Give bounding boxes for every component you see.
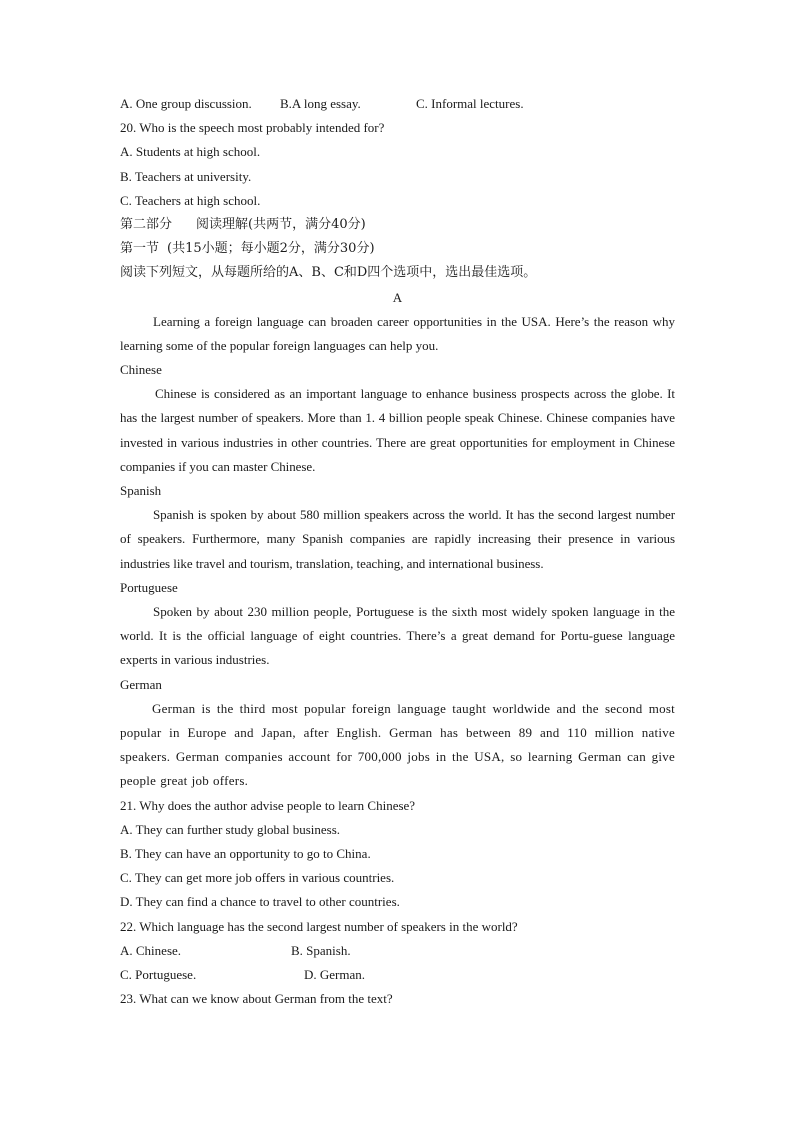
paragraph-portuguese: Spoken by about 230 million people, Portuguese is the sixth most widely spoken language in the world. It is the official language of eight countries. There’s a great demand for Portu-guese language experts in various industries. <box>120 604 675 668</box>
section-sub-heading <box>120 237 675 261</box>
q22-option-b: B. Spanish. <box>291 942 351 958</box>
sub-title: (共15小题；每小题2分，满分30分) <box>167 241 375 257</box>
q22-option-a: A. Chinese. <box>120 942 182 958</box>
q21-option-a: A. They can further study global business. <box>120 821 340 837</box>
q22-options-row-1 <box>120 939 675 963</box>
option-a: A. One group discussion. <box>120 96 252 111</box>
question-23: 23. What can we know about German from the text? <box>120 991 393 1007</box>
passage-letter: A <box>392 289 403 305</box>
q19-options <box>120 92 675 116</box>
passage-intro: Learning a foreign language can broaden career opportunities in the USA. Here’s the reason why learning some of the popular foreign languages can help you. <box>120 313 675 353</box>
heading-chinese: Chinese <box>120 362 162 378</box>
part-label: 第二部分 <box>120 216 173 232</box>
question-20: 20. Who is the speech most probably intended for? <box>120 120 385 136</box>
heading-spanish: Spanish <box>120 483 162 499</box>
q20-option-b: B. Teachers at university. <box>120 168 252 184</box>
document-page <box>120 92 675 1011</box>
q22-option-d: D. German. <box>304 967 366 982</box>
q20-option-c: C. Teachers at high school. <box>120 192 261 208</box>
paragraph-spanish: Spanish is spoken by about 580 million speakers across the world. It has the second largest number of speakers. Furthermore, many Spanish companies are rapidly increasing their presence in various industries like travel and tourism, translation, teaching, and international business. <box>120 507 675 571</box>
question-22: 22. Which language has the second largest number of speakers in the world? <box>120 918 518 934</box>
option-c: C. Informal lectures. <box>416 96 524 111</box>
option-b: B.A long essay. <box>280 96 361 111</box>
paragraph-chinese: Chinese is considered as an important language to enhance business prospects across the globe. It has the largest number of speakers. More than 1. 4 billion people speak Chinese. Chinese companies have invested in various industries in other countries. There are great opportunities for employment in Chinese companies if you can master Chinese. <box>120 386 675 474</box>
q21-option-c: C. They can get more job offers in various countries. <box>120 870 395 886</box>
question-21: 21. Why does the author advise people to learn Chinese? <box>120 797 416 813</box>
heading-german: German <box>120 676 162 692</box>
q22-options-row-2 <box>120 963 675 987</box>
sub-label: 第一节 <box>120 241 160 257</box>
q21-option-b: B. They can have an opportunity to go to China. <box>120 846 371 862</box>
q21-option-d: D. They can find a chance to travel to other countries. <box>120 894 400 910</box>
paragraph-german: German is the third most popular foreign language taught worldwide and the second most popular in Europe and Japan, after English. German has between 89 and 110 million native speakers. German companies account for 700,000 jobs in the USA, so learning German can give people great job offers. <box>120 700 675 789</box>
q20-option-a: A. Students at high school. <box>120 144 261 160</box>
heading-portuguese: Portuguese <box>120 579 178 595</box>
section-instruction: 阅读下列短文，从每题所给的A、B、C和D四个选项中，选出最佳选项。 <box>120 265 537 281</box>
q22-option-c: C. Portuguese. <box>120 967 197 982</box>
part-title: 阅读理解(共两节，满分40分) <box>196 216 366 232</box>
section-part-heading <box>120 213 675 237</box>
